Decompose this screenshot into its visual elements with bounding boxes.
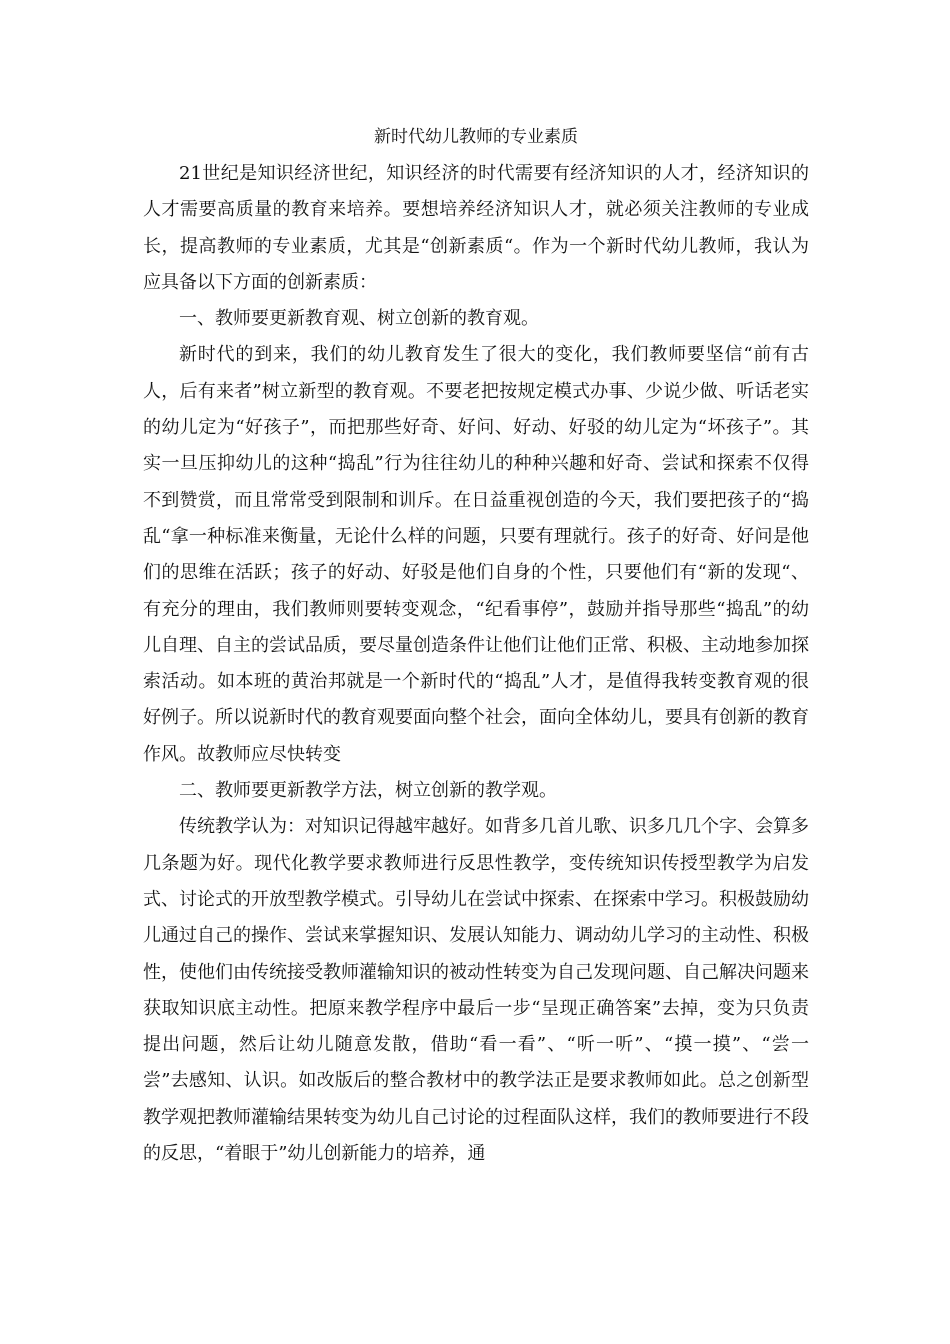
teaching-view-paragraph: 传统教学认为：对知识记得越牢越好。如背多几首儿歌、识多几几个字、会算多几条题为好。现代化教学要求教师进行反思性教学，变传统知识传授型教学为启发式、讨论式的开放型教学模式。引导幼儿在尝试中探索、在探索中学习。积极鼓励幼儿通过自己的操作、尝试来掌握知识、发展认知能力、调动幼儿学习的主动性、积极性，使他们由传统接受教师灌输知识的被动性转变为自己发现问题、自己解决问题来获取知识底主动性。把原来教学程序中最后一步“呈现正确答案”去掉，变为只负责提出问题，然后让幼儿随意发散，借助“看一看”、“听一听”、“摸一摸”、“尝一尝”去感知、认识。如改版后的整合教材中的教学法正是要求教师如此。总之创新型教学观把教师灌输结果转变为幼儿自己讨论的过程面队这样，我们的教师要进行不段的反思，“着眼于”幼儿创新能力的培养，通: [143, 816, 809, 1165]
intro-paragraph: 21世纪是知识经济世纪，知识经济的时代需要有经济知识的人才，经济知识的人才需要高质量的教育来培养。要想培养经济知识人才，就必须关注教师的专业成长，提高教师的专业素质，尤其是“创新素质“。作为一个新时代幼儿教师，我认为应具备以下方面的创新素质：: [143, 163, 809, 293]
document-body: [143, 118, 809, 1172]
section-heading-teaching-view: 二、教师要更新教学方法，树立创新的教学观。: [179, 780, 557, 802]
document-title: 新时代幼儿教师的专业素质: [374, 127, 578, 147]
education-view-paragraph: 新时代的到来，我们的幼儿教育发生了很大的变化，我们教师要坚信“前有古人，后有来者”树立新型的教育观。不要老把按规定模式办事、少说少做、听话老实的幼儿定为“好孩子”，而把那些好奇、好问、好动、好驳的幼儿定为“坏孩子”。其实一旦压抑幼儿的这种“捣乱”行为往往幼儿的种种兴趣和好奇、尝试和探索不仅得不到赞赏，而且常常受到限制和训斥。在日益重视创造的今天，我们要把孩子的“捣乱“拿一种标准来衡量，无论什么样的问题，只要有理就行。孩子的好奇、好问是他们的思维在活跃；孩子的好动、好驳是他们自身的个性，只要他们有“新的发现“、有充分的理由，我们教师则要转变观念，“纪看事停”，鼓励并指导那些“捣乱”的幼儿自理、自主的尝试品质，要尽量创造条件让他们让他们正常、积极、主动地参加探索活动。如本班的黄治邦就是一个新时代的“捣乱”人才，是值得我转变教育观的很好例子。所以说新时代的教育观要面向整个社会，面向全体幼儿，要具有创新的教育作风。故教师应尽快转变: [143, 344, 809, 765]
section-heading-education-view: 一、教师要更新教育观、树立创新的教育观。: [179, 308, 539, 330]
